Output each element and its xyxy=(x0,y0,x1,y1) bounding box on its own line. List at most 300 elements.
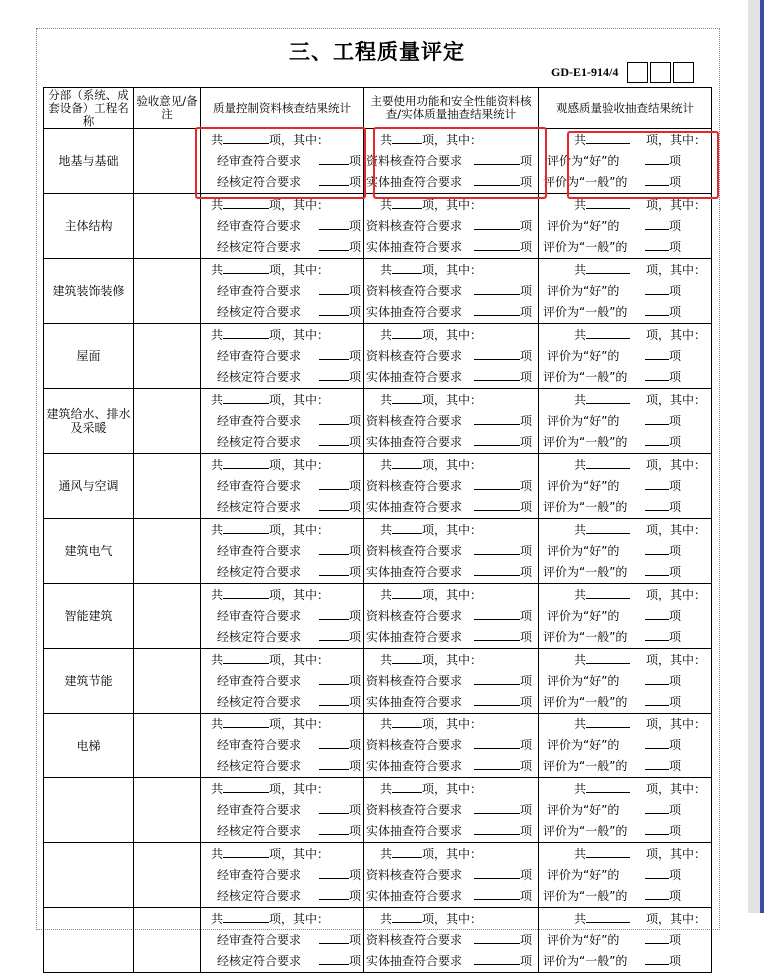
total-suffix: 项，其中： xyxy=(646,652,707,667)
visual-quality-cell xyxy=(539,843,712,908)
total-count-blank[interactable] xyxy=(586,325,630,339)
total-suffix: 项，其中： xyxy=(422,132,483,147)
unit-label: 项 xyxy=(520,153,533,168)
qc-verified xyxy=(201,756,363,777)
visual-normal-blank[interactable] xyxy=(645,627,669,641)
header-project-name: 分部（系统、成套设备）工程名称 xyxy=(44,88,134,129)
qc-reviewed-label: 经审查符合要求 xyxy=(217,932,302,947)
func-entity-check-blank[interactable] xyxy=(474,821,520,835)
qc-verified-label: 经核定符合要求 xyxy=(217,239,302,254)
qc-verified-blank[interactable] xyxy=(319,951,349,965)
qc-reviewed xyxy=(201,671,363,692)
total-suffix: 项，其中： xyxy=(269,846,330,861)
unit-label: 项 xyxy=(669,867,682,882)
unit-label: 项 xyxy=(669,348,682,363)
remarks-cell[interactable] xyxy=(134,259,201,324)
visual-normal-blank[interactable] xyxy=(645,432,669,446)
qc-verified xyxy=(201,886,363,907)
func-entity-check xyxy=(364,756,538,777)
total-count-blank[interactable] xyxy=(586,650,630,664)
unit-label: 项 xyxy=(520,802,533,817)
func-data-check-blank[interactable] xyxy=(474,735,520,749)
visual-good-blank[interactable] xyxy=(645,281,669,295)
func-data-check-label: 资料核查符合要求 xyxy=(366,413,463,428)
func-data-check-blank[interactable] xyxy=(474,800,520,814)
total-label: 共 xyxy=(211,132,224,147)
total-count-blank[interactable] xyxy=(586,844,630,858)
func-entity-check-blank[interactable] xyxy=(474,302,520,316)
func-data-check-blank[interactable] xyxy=(474,346,520,360)
remarks-cell[interactable] xyxy=(134,584,201,649)
func-data-check-blank[interactable] xyxy=(474,930,520,944)
func-data-check xyxy=(364,735,538,756)
unit-label: 项 xyxy=(520,888,533,903)
qc-reviewed-blank[interactable] xyxy=(319,281,349,295)
total-suffix: 项，其中： xyxy=(422,587,483,602)
unit-label: 项 xyxy=(520,759,533,773)
remarks-cell[interactable] xyxy=(134,324,201,389)
unit-label: 项 xyxy=(520,434,533,449)
func-data-check-blank[interactable] xyxy=(474,216,520,230)
unit-label: 项 xyxy=(669,499,682,514)
total-count-blank[interactable] xyxy=(392,325,422,339)
qc-reviewed-blank[interactable] xyxy=(319,476,349,490)
qc-verified-label: 经核定符合要求 xyxy=(217,888,302,903)
total-label: 共 xyxy=(574,262,587,277)
total-line xyxy=(364,844,538,865)
total-label: 共 xyxy=(211,717,224,731)
table-row xyxy=(44,584,712,649)
project-name: 地基与基础 xyxy=(44,129,134,194)
unit-label: 项 xyxy=(349,478,362,493)
qc-reviewed-blank[interactable] xyxy=(319,800,349,814)
qc-verified-blank[interactable] xyxy=(319,237,349,251)
qc-verified-label: 经核定符合要求 xyxy=(217,759,302,773)
visual-good-blank[interactable] xyxy=(645,800,669,814)
total-line xyxy=(201,650,363,671)
func-data-check xyxy=(364,346,538,367)
total-count-blank[interactable] xyxy=(223,325,269,339)
unit-label: 项 xyxy=(349,823,362,838)
remarks-cell[interactable] xyxy=(134,908,201,973)
total-label: 共 xyxy=(211,327,224,342)
func-entity-check-blank[interactable] xyxy=(474,886,520,900)
remarks-cell[interactable] xyxy=(134,389,201,454)
visual-normal-label: 评价为“一般”的 xyxy=(543,239,628,254)
total-count-blank[interactable] xyxy=(392,779,422,793)
qc-verified-blank[interactable] xyxy=(319,562,349,576)
total-suffix: 项，其中： xyxy=(646,717,707,731)
remarks-cell[interactable] xyxy=(134,129,201,194)
total-line xyxy=(201,844,363,865)
visual-good xyxy=(539,346,711,367)
total-suffix: 项，其中： xyxy=(422,392,483,407)
total-count-blank[interactable] xyxy=(223,909,269,923)
visual-quality-cell xyxy=(539,389,712,454)
remarks-cell[interactable] xyxy=(134,194,201,259)
visual-normal-label: 评价为“一般”的 xyxy=(543,888,628,903)
func-entity-check-label: 实体抽查符合要求 xyxy=(366,888,463,903)
total-line xyxy=(364,909,538,930)
function-safety-cell xyxy=(364,584,539,649)
unit-label: 项 xyxy=(669,174,682,189)
visual-quality-cell xyxy=(539,519,712,584)
qc-reviewed-blank[interactable] xyxy=(319,411,349,425)
func-entity-check-blank[interactable] xyxy=(474,692,520,706)
visual-good-label: 评价为“好”的 xyxy=(547,608,620,623)
visual-normal-blank[interactable] xyxy=(645,302,669,316)
total-count-blank[interactable] xyxy=(586,714,630,728)
function-safety-cell xyxy=(364,389,539,454)
total-suffix: 项，其中： xyxy=(646,392,707,407)
qc-verified-blank[interactable] xyxy=(319,692,349,706)
unit-label: 项 xyxy=(669,738,682,752)
func-data-check xyxy=(364,606,538,627)
qc-verified-label: 经核定符合要求 xyxy=(217,629,302,644)
func-entity-check-label: 实体抽查符合要求 xyxy=(366,953,463,968)
func-entity-check xyxy=(364,497,538,518)
visual-quality-cell xyxy=(539,259,712,324)
qc-reviewed-blank[interactable] xyxy=(319,865,349,879)
visual-normal-blank[interactable] xyxy=(645,821,669,835)
total-count-blank[interactable] xyxy=(586,520,630,534)
qc-verified-label: 经核定符合要求 xyxy=(217,304,302,319)
qc-reviewed-label: 经审查符合要求 xyxy=(217,218,302,233)
total-label: 共 xyxy=(380,132,393,147)
total-line xyxy=(364,714,538,735)
qc-reviewed xyxy=(201,800,363,821)
visual-good-label: 评价为“好”的 xyxy=(547,932,620,947)
func-entity-check xyxy=(364,886,538,907)
func-entity-check-blank[interactable] xyxy=(474,237,520,251)
func-entity-check-blank[interactable] xyxy=(474,367,520,381)
total-count-blank[interactable] xyxy=(223,520,269,534)
unit-label: 项 xyxy=(520,304,533,319)
function-safety-cell xyxy=(364,778,539,843)
total-count-blank[interactable] xyxy=(223,260,269,274)
func-entity-check xyxy=(364,562,538,583)
total-suffix: 项，其中： xyxy=(269,197,330,212)
total-count-blank[interactable] xyxy=(586,585,630,599)
func-entity-check-label: 实体抽查符合要求 xyxy=(366,629,463,644)
total-suffix: 项，其中： xyxy=(646,587,707,602)
visual-good-blank[interactable] xyxy=(645,735,669,749)
qc-verified xyxy=(201,951,363,972)
visual-normal xyxy=(539,302,711,323)
total-count-blank[interactable] xyxy=(392,844,422,858)
total-count-blank[interactable] xyxy=(392,585,422,599)
unit-label: 项 xyxy=(520,239,533,254)
total-count-blank[interactable] xyxy=(223,714,269,728)
project-name: 建筑节能 xyxy=(44,649,134,714)
unit-label: 项 xyxy=(349,564,362,579)
total-label: 共 xyxy=(574,327,587,342)
func-entity-check-blank[interactable] xyxy=(474,756,520,770)
func-data-check-blank[interactable] xyxy=(474,865,520,879)
total-count-blank[interactable] xyxy=(223,585,269,599)
header-remarks: 验收意见/备注 xyxy=(134,88,201,129)
func-entity-check-label: 实体抽查符合要求 xyxy=(366,694,463,709)
func-entity-check xyxy=(364,432,538,453)
total-count-blank[interactable] xyxy=(223,650,269,664)
unit-label: 项 xyxy=(349,759,362,773)
qc-reviewed-blank[interactable] xyxy=(319,735,349,749)
visual-good xyxy=(539,281,711,302)
unit-label: 项 xyxy=(520,953,533,968)
func-entity-check-label: 实体抽查符合要求 xyxy=(366,239,463,254)
total-count-blank[interactable] xyxy=(392,260,422,274)
func-entity-check-blank[interactable] xyxy=(474,951,520,965)
total-suffix: 项，其中： xyxy=(422,717,483,731)
func-data-check xyxy=(364,476,538,497)
total-count-blank[interactable] xyxy=(392,390,422,404)
total-count-blank[interactable] xyxy=(223,455,269,469)
visual-good xyxy=(539,800,711,821)
total-count-blank[interactable] xyxy=(392,909,422,923)
qc-verified-blank[interactable] xyxy=(319,302,349,316)
function-safety-cell xyxy=(364,324,539,389)
func-entity-check xyxy=(364,237,538,258)
qc-reviewed-blank[interactable] xyxy=(319,346,349,360)
quality-control-cell xyxy=(201,519,364,584)
total-count-blank[interactable] xyxy=(392,714,422,728)
total-count-blank[interactable] xyxy=(223,844,269,858)
total-label: 共 xyxy=(574,522,587,537)
func-entity-check-label: 实体抽查符合要求 xyxy=(366,174,463,189)
func-entity-check-blank[interactable] xyxy=(474,627,520,641)
func-entity-check-blank[interactable] xyxy=(474,562,520,576)
total-label: 共 xyxy=(574,846,587,861)
func-entity-check-label: 实体抽查符合要求 xyxy=(366,823,463,838)
remarks-cell[interactable] xyxy=(134,454,201,519)
func-data-check-blank[interactable] xyxy=(474,281,520,295)
visual-normal-blank[interactable] xyxy=(645,951,669,965)
total-label: 共 xyxy=(380,197,393,212)
func-data-check xyxy=(364,541,538,562)
qc-reviewed-label: 经审查符合要求 xyxy=(217,478,302,493)
total-suffix: 项，其中： xyxy=(422,457,483,472)
qc-verified-blank[interactable] xyxy=(319,367,349,381)
total-suffix: 项，其中： xyxy=(422,522,483,537)
total-line xyxy=(201,390,363,411)
func-data-check-label: 资料核查符合要求 xyxy=(366,608,463,623)
remarks-cell[interactable] xyxy=(134,778,201,843)
total-suffix: 项，其中： xyxy=(646,327,707,342)
project-name: 建筑电气 xyxy=(44,519,134,584)
visual-good-blank[interactable] xyxy=(645,216,669,230)
qc-reviewed-blank[interactable] xyxy=(319,671,349,685)
visual-normal-label: 评价为“一般”的 xyxy=(543,629,628,644)
total-suffix: 项，其中： xyxy=(422,781,483,796)
visual-good xyxy=(539,865,711,886)
unit-label: 项 xyxy=(520,543,533,558)
code-box-3 xyxy=(673,62,694,83)
total-label: 共 xyxy=(574,132,587,147)
total-count-blank[interactable] xyxy=(392,650,422,664)
quality-control-cell xyxy=(201,584,364,649)
table-row xyxy=(44,389,712,454)
quality-control-cell xyxy=(201,454,364,519)
unit-label: 项 xyxy=(669,218,682,233)
func-data-check-blank[interactable] xyxy=(474,476,520,490)
total-count-blank[interactable] xyxy=(586,779,630,793)
visual-good-blank[interactable] xyxy=(645,541,669,555)
visual-normal-blank[interactable] xyxy=(645,497,669,511)
page-title: 三、工程质量评定 xyxy=(289,39,465,64)
total-count-blank[interactable] xyxy=(586,390,630,404)
project-name: 电梯 xyxy=(44,714,134,778)
unit-label: 项 xyxy=(669,932,682,947)
total-line xyxy=(539,520,711,541)
qc-verified-label: 经核定符合要求 xyxy=(217,694,302,709)
func-data-check-label: 资料核查符合要求 xyxy=(366,867,463,882)
qc-verified-blank[interactable] xyxy=(319,497,349,511)
visual-quality-cell xyxy=(539,649,712,714)
func-data-check-blank[interactable] xyxy=(474,411,520,425)
total-label: 共 xyxy=(380,781,393,796)
func-data-check-label: 资料核查符合要求 xyxy=(366,802,463,817)
total-label: 共 xyxy=(574,457,587,472)
total-count-blank[interactable] xyxy=(223,779,269,793)
total-label: 共 xyxy=(380,522,393,537)
remarks-cell[interactable] xyxy=(134,843,201,908)
unit-label: 项 xyxy=(349,369,362,384)
total-label: 共 xyxy=(211,197,224,212)
func-data-check-label: 资料核查符合要求 xyxy=(366,153,463,168)
visual-good-blank[interactable] xyxy=(645,476,669,490)
qc-reviewed-label: 经审查符合要求 xyxy=(217,153,302,168)
func-data-check-label: 资料核查符合要求 xyxy=(366,478,463,493)
visual-normal-label: 评价为“一般”的 xyxy=(543,369,628,384)
total-label: 共 xyxy=(211,587,224,602)
func-entity-check-label: 实体抽查符合要求 xyxy=(366,759,463,773)
visual-good-blank[interactable] xyxy=(645,346,669,360)
visual-good-label: 评价为“好”的 xyxy=(547,218,620,233)
remarks-cell[interactable] xyxy=(134,649,201,714)
qc-verified-blank[interactable] xyxy=(319,756,349,770)
visual-normal-label: 评价为“一般”的 xyxy=(543,823,628,838)
qc-reviewed-blank[interactable] xyxy=(319,930,349,944)
visual-good-label: 评价为“好”的 xyxy=(547,283,620,298)
visual-normal-blank[interactable] xyxy=(645,367,669,381)
total-line xyxy=(201,909,363,930)
quality-control-cell xyxy=(201,389,364,454)
total-count-blank[interactable] xyxy=(392,455,422,469)
visual-good xyxy=(539,411,711,432)
visual-good-blank[interactable] xyxy=(645,671,669,685)
visual-good-label: 评价为“好”的 xyxy=(547,802,620,817)
qc-reviewed-blank[interactable] xyxy=(319,541,349,555)
unit-label: 项 xyxy=(349,629,362,644)
table-row xyxy=(44,194,712,259)
visual-good-label: 评价为“好”的 xyxy=(547,153,620,168)
total-count-blank[interactable] xyxy=(223,390,269,404)
total-count-blank[interactable] xyxy=(586,455,630,469)
quality-control-cell xyxy=(201,194,364,259)
func-data-check-blank[interactable] xyxy=(474,606,520,620)
func-data-check-blank[interactable] xyxy=(474,671,520,685)
total-suffix: 项，其中： xyxy=(422,197,483,212)
func-data-check xyxy=(364,800,538,821)
unit-label: 项 xyxy=(349,304,362,319)
unit-label: 项 xyxy=(669,888,682,903)
qc-verified xyxy=(201,302,363,323)
unit-label: 项 xyxy=(520,174,533,189)
visual-good xyxy=(539,541,711,562)
total-count-blank[interactable] xyxy=(586,260,630,274)
total-suffix: 项，其中： xyxy=(269,587,330,602)
total-label: 共 xyxy=(211,392,224,407)
visual-normal xyxy=(539,367,711,388)
total-line xyxy=(201,520,363,541)
func-data-check xyxy=(364,671,538,692)
qc-reviewed-blank[interactable] xyxy=(319,216,349,230)
total-label: 共 xyxy=(574,392,587,407)
total-label: 共 xyxy=(211,846,224,861)
visual-normal-blank[interactable] xyxy=(645,756,669,770)
visual-normal-blank[interactable] xyxy=(645,886,669,900)
visual-good-blank[interactable] xyxy=(645,930,669,944)
func-entity-check-blank[interactable] xyxy=(474,432,520,446)
unit-label: 项 xyxy=(520,608,533,623)
qc-reviewed-blank[interactable] xyxy=(319,606,349,620)
qc-verified-blank[interactable] xyxy=(319,886,349,900)
unit-label: 项 xyxy=(349,239,362,254)
visual-normal-blank[interactable] xyxy=(645,237,669,251)
total-label: 共 xyxy=(380,717,393,731)
func-entity-check-blank[interactable] xyxy=(474,497,520,511)
function-safety-cell xyxy=(364,454,539,519)
unit-label: 项 xyxy=(349,413,362,428)
remarks-cell[interactable] xyxy=(134,519,201,584)
visual-good-blank[interactable] xyxy=(645,606,669,620)
func-data-check xyxy=(364,411,538,432)
visual-good-blank[interactable] xyxy=(645,411,669,425)
qc-verified-blank[interactable] xyxy=(319,627,349,641)
visual-normal-blank[interactable] xyxy=(645,562,669,576)
visual-quality-cell xyxy=(539,454,712,519)
func-data-check-blank[interactable] xyxy=(474,541,520,555)
remarks-cell[interactable] xyxy=(134,714,201,778)
qc-verified-blank[interactable] xyxy=(319,821,349,835)
project-name: 建筑给水、排水及采暖 xyxy=(44,389,134,454)
func-entity-check xyxy=(364,821,538,842)
visual-normal-blank[interactable] xyxy=(645,692,669,706)
unit-label: 项 xyxy=(520,629,533,644)
visual-normal xyxy=(539,821,711,842)
visual-good-blank[interactable] xyxy=(645,865,669,879)
unit-label: 项 xyxy=(669,629,682,644)
project-name: 主体结构 xyxy=(44,194,134,259)
visual-good xyxy=(539,606,711,627)
total-suffix: 项，其中： xyxy=(646,132,707,147)
total-count-blank[interactable] xyxy=(392,520,422,534)
unit-label: 项 xyxy=(520,673,533,688)
qc-reviewed xyxy=(201,865,363,886)
total-count-blank[interactable] xyxy=(586,909,630,923)
total-label: 共 xyxy=(574,781,587,796)
total-label: 共 xyxy=(380,846,393,861)
table-row xyxy=(44,843,712,908)
highlight-box-visual-quality xyxy=(567,131,719,199)
func-data-check xyxy=(364,216,538,237)
qc-reviewed xyxy=(201,216,363,237)
quality-control-cell xyxy=(201,843,364,908)
unit-label: 项 xyxy=(520,413,533,428)
scrollbar-track[interactable] xyxy=(748,0,760,913)
qc-verified-blank[interactable] xyxy=(319,432,349,446)
unit-label: 项 xyxy=(669,694,682,709)
